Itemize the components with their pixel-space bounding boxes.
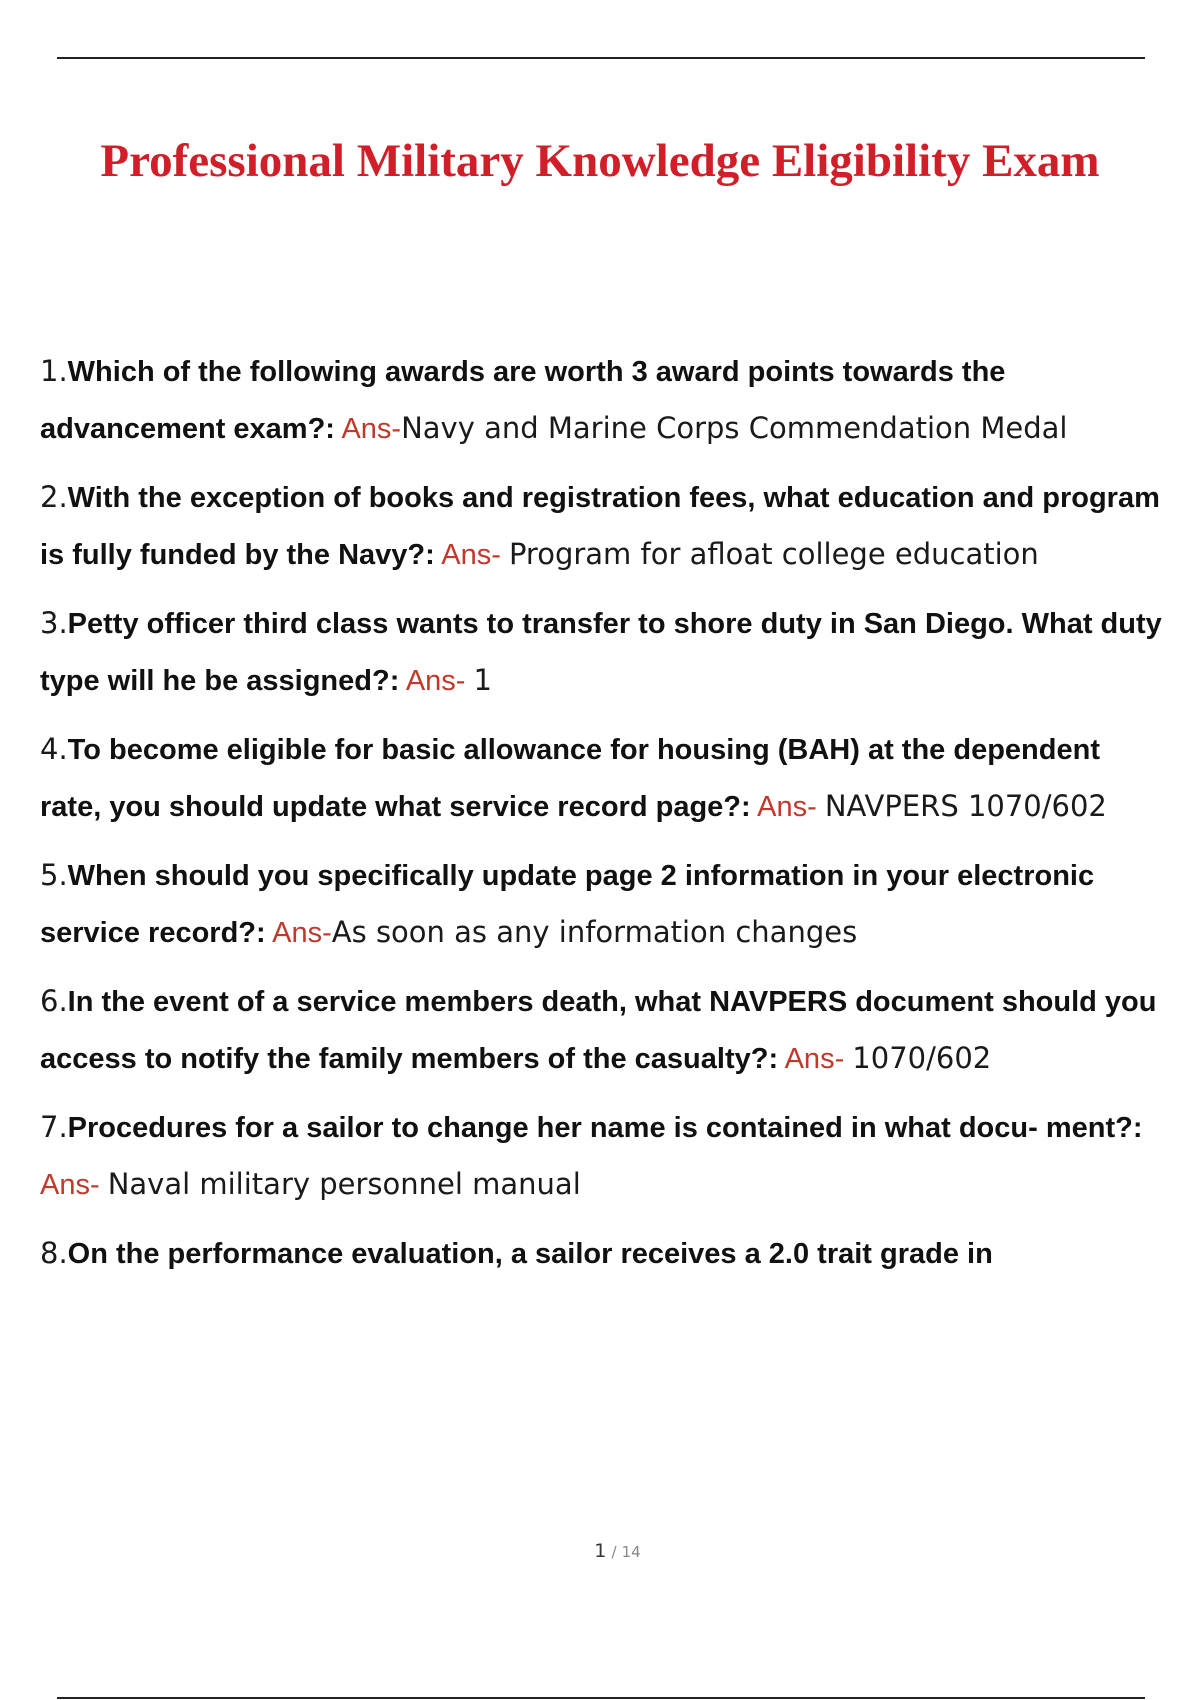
question-text: On the performance evaluation, a sailor receives a 2.0 trait grade in: [67, 1238, 993, 1270]
answer-label: Ans-: [40, 1169, 100, 1201]
question-text: With the exception of books and registration fees, what education and program is fully funded by the Navy?:: [40, 482, 1160, 571]
bottom-rule: [57, 1697, 1145, 1699]
list-item: [40, 343, 1165, 457]
question-number: 8.: [40, 1236, 68, 1270]
answer-label: Ans-: [784, 1043, 845, 1075]
page-number: [0, 1540, 1200, 1562]
question-text: To become eligible for basic allowance for housing (BAH) at the dependent rate, you should update what service record page?:: [40, 734, 1100, 823]
page-total: 14: [621, 1543, 641, 1561]
answer-label: Ans-: [272, 917, 332, 949]
answer-text: 1070/602: [852, 1041, 992, 1075]
question-text: Petty officer third class wants to transfer to shore duty in San Diego. What duty type will he be assigned?:: [40, 608, 1162, 697]
question-number: 2.: [40, 480, 68, 514]
question-text: Which of the following awards are worth 3 award points towards the advancement exam?:: [40, 356, 1006, 445]
answer-text: 1: [473, 663, 492, 697]
list-item: [40, 721, 1165, 835]
question-number: 7.: [40, 1110, 68, 1144]
question-number: 4.: [40, 732, 68, 766]
question-text: When should you specifically update page 2 information in your electronic service record?:: [40, 860, 1095, 949]
list-item: [40, 1225, 1165, 1282]
question-text: In the event of a service members death, what NAVPERS document should you access to notify the family members of the casualty?:: [40, 986, 1157, 1075]
answer-text: NAVPERS 1070/602: [824, 789, 1107, 823]
question-list: [40, 343, 1165, 1294]
page-title: Professional Military Knowledge Eligibility Exam: [100, 135, 1100, 187]
page-separator: /: [611, 1543, 617, 1561]
list-item: [40, 595, 1165, 709]
answer-text: Naval military personnel manual: [107, 1167, 581, 1201]
list-item: [40, 469, 1165, 583]
question-number: 5.: [40, 858, 68, 892]
list-item: [40, 847, 1165, 961]
answer-text: Navy and Marine Corps Commendation Medal: [401, 411, 1068, 445]
question-number: 6.: [40, 984, 68, 1018]
question-number: 3.: [40, 606, 68, 640]
answer-label: Ans-: [757, 791, 817, 823]
page-current: 1: [594, 1540, 607, 1562]
question-text: Procedures for a sailor to change her name is contained in what docu- ment?:: [67, 1112, 1143, 1144]
answer-text: Program for afloat college education: [508, 537, 1039, 571]
answer-label: Ans-: [405, 665, 466, 697]
answer-label: Ans-: [341, 413, 402, 445]
question-number: 1.: [40, 354, 68, 388]
list-item: [40, 1099, 1165, 1213]
answer-label: Ans-: [441, 539, 501, 571]
top-rule: [57, 57, 1145, 59]
answer-text: As soon as any information changes: [331, 915, 858, 949]
list-item: [40, 973, 1165, 1087]
